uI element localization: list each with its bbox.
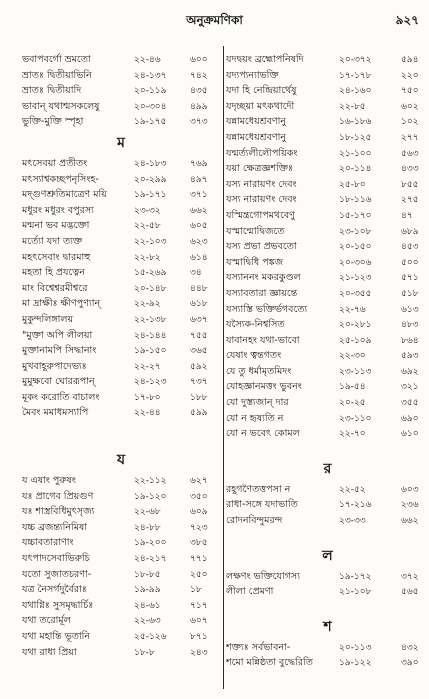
entry-text: যো ন ভবেৎ কোমল: [226, 428, 300, 440]
entry-page: ২৫০: [190, 569, 208, 580]
entry-page: ৩৯০: [401, 658, 419, 669]
entry-page: ৬৬২: [190, 205, 208, 216]
index-entry: [22, 613, 220, 629]
entry-page: ২২০: [401, 70, 419, 81]
index-entry: [226, 192, 429, 208]
entry-text: মর্ত্যো যদা ত্যক্ত: [22, 235, 83, 247]
index-entry: [226, 302, 429, 318]
l-list: [226, 569, 429, 600]
entry-text: যস্যৈক-নিশ্বসিত: [226, 319, 285, 331]
entry-text: যস্মিন্ত্রগোপমথবেণু: [226, 209, 295, 221]
entry-text: মৎস্যাশ্বকচ্ছপনৃসিংহ-: [22, 173, 99, 185]
entry-text: য এষাং পুরুষং: [22, 475, 76, 487]
entry-text: যচ্চ ব্রজন্ত্যনিমিষা: [22, 521, 88, 533]
entry-page: ৭৬৯: [190, 158, 208, 169]
index-entry: [226, 83, 429, 99]
entry-reference: ১৯-১৭১: [134, 190, 167, 201]
index-entry: [22, 68, 220, 84]
entry-text: যথা রাধা প্রিয়া: [22, 646, 77, 658]
entry-page: ৭৫০: [401, 86, 419, 97]
entry-reference: ১৫-১৭০: [339, 210, 372, 221]
index-entry: [22, 567, 220, 583]
entry-text: রহূগণৈতত্তপসা ন: [226, 483, 291, 495]
entry-text: যদা হি নেন্দ্রিয়ার্থেষু: [226, 85, 297, 97]
entry-text: ভ্রাতঃ দ্বিতীয়াদি: [22, 85, 82, 97]
entry-page: ৬৮৯: [401, 226, 419, 237]
index-entry: [226, 513, 429, 529]
index-entry: [22, 328, 220, 344]
entry-reference: ২৪-৮৮: [134, 522, 161, 533]
entry-page: ৫৯৪: [401, 55, 419, 65]
entry-reference: ২২-৭৬: [339, 304, 366, 315]
entry-reference: ২৫-১২৬: [134, 632, 167, 642]
index-entry: [22, 629, 220, 645]
entry-text: যথা তরোর্মূল: [22, 615, 71, 627]
entry-reference: ২৫-১০৯: [339, 335, 372, 346]
entry-text: যস্মান্মোদ্বিজতে: [226, 225, 285, 237]
right-column: [226, 52, 429, 699]
entry-text: মহতা হি প্রযত্নেন: [22, 267, 85, 279]
entry-reference: ২২-১৩৮: [134, 314, 167, 325]
index-entry: [22, 218, 220, 234]
entry-reference: ২৪-১৪৪: [134, 330, 167, 341]
entry-text: যন্মর্ত্যলীলৌপয়িকং: [226, 147, 298, 159]
entry-reference: ১৭-১৭৮: [339, 70, 372, 81]
entry-text: যথাগ্নিঃ সুসমৃদ্ধার্চিঃ: [22, 599, 94, 611]
index-entry: [226, 333, 429, 349]
index-entry: [22, 265, 220, 281]
entry-reference: ২০-৩০৬: [339, 257, 372, 268]
entry-reference: ১৬-১৮৬: [339, 117, 372, 128]
index-entry: [226, 395, 429, 411]
entry-page: ৭১৭: [190, 600, 208, 611]
entry-reference: ২৪-১৬০: [339, 86, 372, 97]
entry-page: ৬৯২: [401, 366, 419, 377]
entry-text: শক্ত্যঃ সর্বভাবনা-: [226, 641, 291, 653]
entry-text: মৈবং মমাধমস্যাপি: [22, 407, 89, 419]
entry-reference: ১৫-২৬৯: [134, 268, 167, 279]
entry-reference: ২৩-৩২: [134, 205, 161, 216]
page-header: [0, 0, 429, 30]
index-entry: [226, 497, 429, 513]
index-entry: [22, 234, 220, 250]
entry-reference: ২২-৯২: [134, 299, 161, 310]
index-entry: [22, 250, 220, 266]
entry-page: ৬২৭: [190, 476, 208, 487]
entry-text: যোহজ্ঞানমত্তং ভুবনং: [226, 381, 302, 393]
entry-page: ৪৩৩: [401, 164, 419, 175]
entry-reference: ১৮-১২৫: [339, 132, 372, 143]
index-entry: [226, 146, 429, 162]
entry-text: যন্নামধেয়শ্রবণানু: [226, 131, 287, 143]
index-entry: [22, 504, 220, 520]
entry-page: ২৭৫: [401, 195, 419, 206]
entry-page: ৬০৯: [190, 507, 208, 518]
entry-reference: ২৫-৮০: [339, 179, 366, 190]
entry-reference: ২২-৭০: [339, 429, 366, 440]
entry-page: ২৪৩: [190, 647, 208, 658]
intro-list: [22, 52, 220, 130]
entry-page: ৩৬৫: [190, 346, 208, 357]
index-entry: [22, 473, 220, 489]
entry-text: যয়া ক্ষেত্রজ্ঞশক্তিঃ: [226, 163, 294, 175]
entry-page: ৬৯০: [401, 413, 419, 424]
section-letter-sh: শ: [323, 618, 332, 635]
entry-reference: ২০-১১৪: [339, 164, 372, 175]
entry-reference: ২০-২৯৯: [134, 174, 167, 185]
entry-page: ৪৪৮: [190, 283, 208, 294]
entry-reference: ২২-৪৪: [134, 408, 161, 419]
entry-reference: ১৯-৫৪: [339, 382, 366, 393]
entry-text: যদৃচ্ছয়া মৎকথাদৌ: [226, 100, 295, 112]
entry-text: যথা মহান্তি ভূতানি: [22, 631, 91, 642]
index-entry: [226, 161, 429, 177]
index-entry: [22, 582, 220, 598]
entry-reference: ২৪-১২৩: [134, 377, 167, 388]
entry-page: ৪৩৫: [190, 86, 208, 97]
entry-page: ৬৬২: [401, 516, 419, 527]
entry-page: ৭৪২: [190, 70, 208, 81]
entry-text: যে তু ধর্মামৃতমিদং: [226, 365, 292, 377]
entry-text: যন্নামধেয়শ্রবণানু: [226, 116, 287, 128]
entry-page: ৬২৩: [190, 236, 208, 247]
entry-text: যো ন হৃষ্যতি ন: [226, 412, 284, 424]
entry-reference: ২১-১২৩: [339, 273, 372, 284]
entry-reference: ২৩-৩৩: [339, 516, 366, 527]
entry-page: ৭৫৫: [190, 330, 208, 341]
index-entry: [22, 52, 220, 68]
entry-text: ভুক্তি-মুক্তি স্পৃহা: [22, 116, 84, 128]
entry-reference: ২৩-১১৩: [339, 366, 372, 377]
index-entry: [22, 645, 220, 661]
index-entry: [226, 255, 429, 271]
entry-text: যঃ শাস্ত্রবিধিমুৎসৃজ্য: [22, 506, 95, 518]
entry-text: যতো সুজাতচরণা-: [22, 568, 92, 580]
entry-page: ১০২: [401, 117, 419, 128]
index-entry: [22, 203, 220, 219]
entry-page: ২৭৭: [401, 132, 419, 143]
entry-reference: ২২-৮২: [134, 252, 161, 263]
entry-reference: ২০-১৫০: [339, 242, 372, 253]
section-letter-l: ল: [322, 547, 333, 564]
index-entry: [22, 598, 220, 614]
index-entry: [226, 655, 429, 671]
entry-page: ৩৫০: [190, 491, 208, 502]
entry-text: যস্য নারায়ণং দেবং: [226, 178, 297, 190]
entry-text: রাধা-সঙ্গে যদাভাতি: [226, 499, 298, 511]
entry-reference: ২০-১৪৮: [134, 283, 167, 294]
entry-reference: ২২-৫২: [339, 484, 366, 495]
entry-page: ৫৭১: [401, 273, 419, 284]
entry-page: ৩৪: [190, 268, 202, 279]
index-entry: [226, 348, 429, 364]
entry-page: ৬০৫: [190, 221, 208, 232]
index-entry: [226, 364, 429, 380]
entry-page: ৬৩৭: [190, 314, 208, 325]
entry-text: মদ্গুণশ্রুতিমাত্রেণ ময়ি: [22, 189, 107, 201]
entry-page: ৩৫৫: [401, 398, 419, 409]
entry-reference: ১৭-২১৬: [339, 500, 372, 511]
entry-reference: ২২-৩০: [339, 351, 366, 362]
r-list: [226, 482, 429, 529]
index-entry: [22, 489, 220, 505]
entry-page: ৭২৩: [190, 522, 208, 533]
index-entry: [226, 640, 429, 656]
entry-text: শমো মন্নিষ্ঠতা বুদ্ধেরিতি: [226, 657, 313, 669]
entry-page: ৬১০: [401, 429, 419, 440]
entry-page: ৮৭১: [190, 632, 208, 642]
entry-page: ৫৯৩: [401, 351, 419, 362]
index-entry: [226, 99, 429, 115]
entry-reference: ১৭-৮০: [134, 392, 161, 403]
entry-page: ৩২১: [401, 382, 419, 393]
entry-page: ৭৩৭: [190, 377, 208, 388]
entry-page: ৪৯৭: [190, 174, 208, 185]
entry-text: যত্র নৈসর্গদুর্বৈরাঃ: [22, 584, 87, 596]
entry-reference: ২২-৮৫: [339, 101, 366, 112]
index-entry: [22, 99, 220, 115]
entry-text: যস্যাস্তি ভক্তির্ভগবত্যে: [226, 303, 308, 315]
entry-reference: ২০-৩৫৫: [339, 288, 372, 299]
page-title: অনুক্রমণিকা: [186, 13, 243, 27]
entry-page: ৪৯৯: [190, 101, 208, 112]
entry-reference: ২০-২৮১: [339, 320, 372, 331]
entry-page: ৬১৩: [401, 304, 419, 315]
index-entry: [22, 535, 220, 551]
entry-reference: ২০-৩৭২: [339, 55, 372, 65]
entry-text: যস্যাবতারা জ্ঞায়ন্তে: [226, 287, 298, 299]
entry-text: মাং বিশ্বেশ্বরমীশ্বরে: [22, 282, 88, 294]
entry-page: ৬১৮: [190, 299, 208, 310]
entry-page: ৪৭: [401, 210, 413, 221]
entry-page: ৬০০: [190, 55, 208, 65]
entry-text: মন্মনা ভব মদ্ভক্তো: [22, 220, 90, 232]
entry-reference: ২২-৬৮: [134, 507, 161, 518]
index-entry: [22, 114, 220, 130]
entry-reference: ১৯-৯৯: [134, 585, 161, 596]
entry-page: ৬০৭: [190, 616, 208, 627]
entry-text: যস্য নারায়ণং দেবং: [226, 194, 297, 206]
entry-reference: ১৯-১২২: [339, 658, 372, 669]
entry-reference: ২২-১১২: [134, 476, 167, 487]
entry-text: যস্য প্রভা প্রভবতো: [226, 241, 297, 253]
entry-page: ৩৮৫: [190, 538, 208, 549]
entry-text: মৎসেবয়া প্রতীতং: [22, 157, 88, 169]
entry-reference: ২১-১০৮: [339, 587, 372, 598]
entry-text: মহৎসেবাং দ্বারমাহু: [22, 251, 91, 263]
page-number: ৯২৭: [395, 13, 419, 27]
section-letter-y: য: [116, 452, 126, 469]
entry-text: ভাবান্ যথাশ্মসকলেষু: [22, 100, 100, 112]
entry-text: মুমুক্ষবো ঘোররূপান্: [22, 376, 95, 388]
entry-reference: ২২-৬৩: [134, 616, 161, 627]
entry-text: মুকুন্দলিঙ্গালয়: [22, 313, 74, 325]
entry-page: ৬১৪: [190, 252, 208, 263]
entry-reference: ১৯-১৭২: [339, 571, 372, 582]
entry-page: ৮৬৪: [401, 335, 419, 346]
index-entry: [22, 359, 220, 375]
index-entry: [226, 114, 429, 130]
entry-reference: ১৮-৮: [134, 647, 155, 658]
m-list: [22, 156, 220, 421]
entry-page: ২৩৬: [401, 500, 419, 511]
entry-page: ১৮৮: [190, 392, 208, 403]
entry-text: যঃ প্রাগেব প্রিয়গুণ: [22, 490, 94, 502]
index-entry: [226, 379, 429, 395]
entry-reference: ১৯-১৫০: [134, 346, 167, 357]
entry-page: ৩৭২: [401, 571, 419, 582]
entry-page: ৮৫৫: [401, 179, 419, 190]
entry-page: ৩৭৩: [190, 117, 208, 128]
entry-reference: ২৪-১৮৩: [134, 158, 167, 169]
entry-page: ৪৫৩: [401, 242, 419, 253]
index-entry: [226, 317, 429, 333]
section-letter-r: র: [323, 460, 332, 477]
entry-reference: ২১-১০০: [339, 148, 372, 159]
entry-text: যো দুস্ত্যজান্ দার: [226, 397, 289, 409]
sh-list: [226, 640, 429, 671]
entry-text: ভবাপবর্গো ভ্রমতো: [22, 54, 91, 65]
entry-text: যদদ্বয়ং ব্রহ্মোপনিষদি: [226, 54, 304, 65]
index-entry: [226, 239, 429, 255]
entry-text: মধুরং মধুরং বপুরস্য: [22, 204, 94, 216]
index-entry: [226, 482, 429, 498]
entry-reference: ২২-৫৮: [134, 221, 161, 232]
index-entry: [226, 286, 429, 302]
entry-text: যস্মাদ্বিধি পঙ্কজ: [226, 256, 284, 268]
entry-reference: ২৩-১০৮: [339, 226, 372, 237]
entry-text: লীলা প্রেমণা: [226, 586, 274, 598]
index-entry: [22, 405, 220, 421]
index-entry: [22, 296, 220, 312]
entry-page: ৫৯৯: [190, 408, 208, 419]
right-top-list: [226, 52, 429, 442]
entry-text: মা দ্রাক্ষীঃ ক্ষীণপুণ্যান্: [22, 298, 101, 310]
index-entry: [22, 187, 220, 203]
index-entry: [226, 426, 429, 442]
index-entry: [226, 270, 429, 286]
entry-text: যাবানহং যথা-ভাবো: [226, 334, 300, 346]
entry-reference: ১৯-১২০: [134, 491, 167, 502]
index-entry: [22, 281, 220, 297]
entry-text: যেষাং ত্বন্তগতং: [226, 350, 282, 362]
entry-page: ৫০০: [401, 257, 419, 268]
entry-text: যচ্চাবতারাণাং: [22, 537, 74, 549]
y-list: [22, 473, 220, 660]
entry-text: যদ্যপ্যন্যাভক্তি: [226, 69, 279, 81]
entry-reference: ২২-১০৩: [134, 236, 167, 247]
entry-text: রোদনবিন্দুমরন্দ: [226, 515, 283, 527]
entry-text: মুখবাহূরুপাদেভ্যঃ: [22, 360, 87, 372]
index-entry: [22, 172, 220, 188]
index-entry: [226, 208, 429, 224]
entry-page: ৬০২: [401, 101, 419, 112]
index-entry: [22, 551, 220, 567]
entry-page: ৪৩২: [401, 642, 419, 653]
entry-reference: ১৯-১৭৫: [134, 117, 167, 128]
index-entry: [22, 343, 220, 359]
entry-page: ৭৭১: [190, 554, 208, 565]
entry-page: ৩৭১: [190, 190, 208, 201]
entry-reference: ২২-২৭: [134, 361, 161, 372]
index-entry: [226, 52, 429, 68]
index-entry: [226, 224, 429, 240]
entry-text: ভ্রাতঃ দ্বিতীয়াভিনি: [22, 69, 92, 81]
entry-page: ৪৮৩: [401, 320, 419, 331]
section-letter-m: ম: [117, 134, 125, 151]
entry-reference: ২২-৪৬: [134, 55, 161, 65]
entry-reference: ২৪-১৩৭: [134, 70, 167, 81]
entry-text: লক্ষণং ভক্তিযোগস্য: [226, 570, 300, 582]
entry-reference: ২৪-৬১: [134, 600, 161, 611]
entry-reference: ১৮-৮৫: [134, 569, 161, 580]
entry-text: যস্যাননং মকরকুণ্ডল: [226, 272, 301, 284]
entry-page: ৫৬৫: [401, 587, 419, 598]
entry-page: ৫১৮: [401, 288, 419, 299]
entry-page: ৫৬৩: [401, 148, 419, 159]
entry-reference: ১৮-১১৬: [339, 195, 372, 206]
entry-reference: ২৩-১১০: [339, 413, 372, 424]
entry-text: মূকং করোতি বাচালং: [22, 391, 100, 403]
entry-reference: ২০-১১৩: [339, 642, 372, 653]
index-entry: [22, 390, 220, 406]
entry-text: মুক্তানামপি সিদ্ধানাং: [22, 345, 97, 357]
index-entry: [226, 68, 429, 84]
index-entry: [22, 520, 220, 536]
entry-page: ৬০৩: [401, 484, 419, 495]
entry-reference: ২০-৩০৪: [134, 101, 167, 112]
index-entry: [22, 83, 220, 99]
column-divider: [223, 46, 224, 689]
index-entry: [226, 569, 429, 585]
left-column: [22, 52, 220, 699]
index-entry: [22, 312, 220, 328]
entry-page: ১৮: [190, 585, 202, 596]
index-entry: [226, 130, 429, 146]
entry-reference: ২০-২৫: [339, 398, 366, 409]
index-entry: [226, 411, 429, 427]
entry-text: যৎপাদসেবাভিরুচি: [22, 553, 90, 565]
entry-reference: ২৪-২১৭: [134, 554, 167, 565]
index-entry: [226, 177, 429, 193]
entry-reference: ২০-১১৯: [134, 86, 167, 97]
entry-text: "মুক্তা অপি লীলয়া: [22, 329, 93, 341]
entry-page: ৫৯২: [190, 361, 208, 372]
index-entry: [22, 156, 220, 172]
index-entry: [226, 584, 429, 600]
entry-reference: ১৯-২০০: [134, 538, 167, 549]
index-entry: [22, 374, 220, 390]
